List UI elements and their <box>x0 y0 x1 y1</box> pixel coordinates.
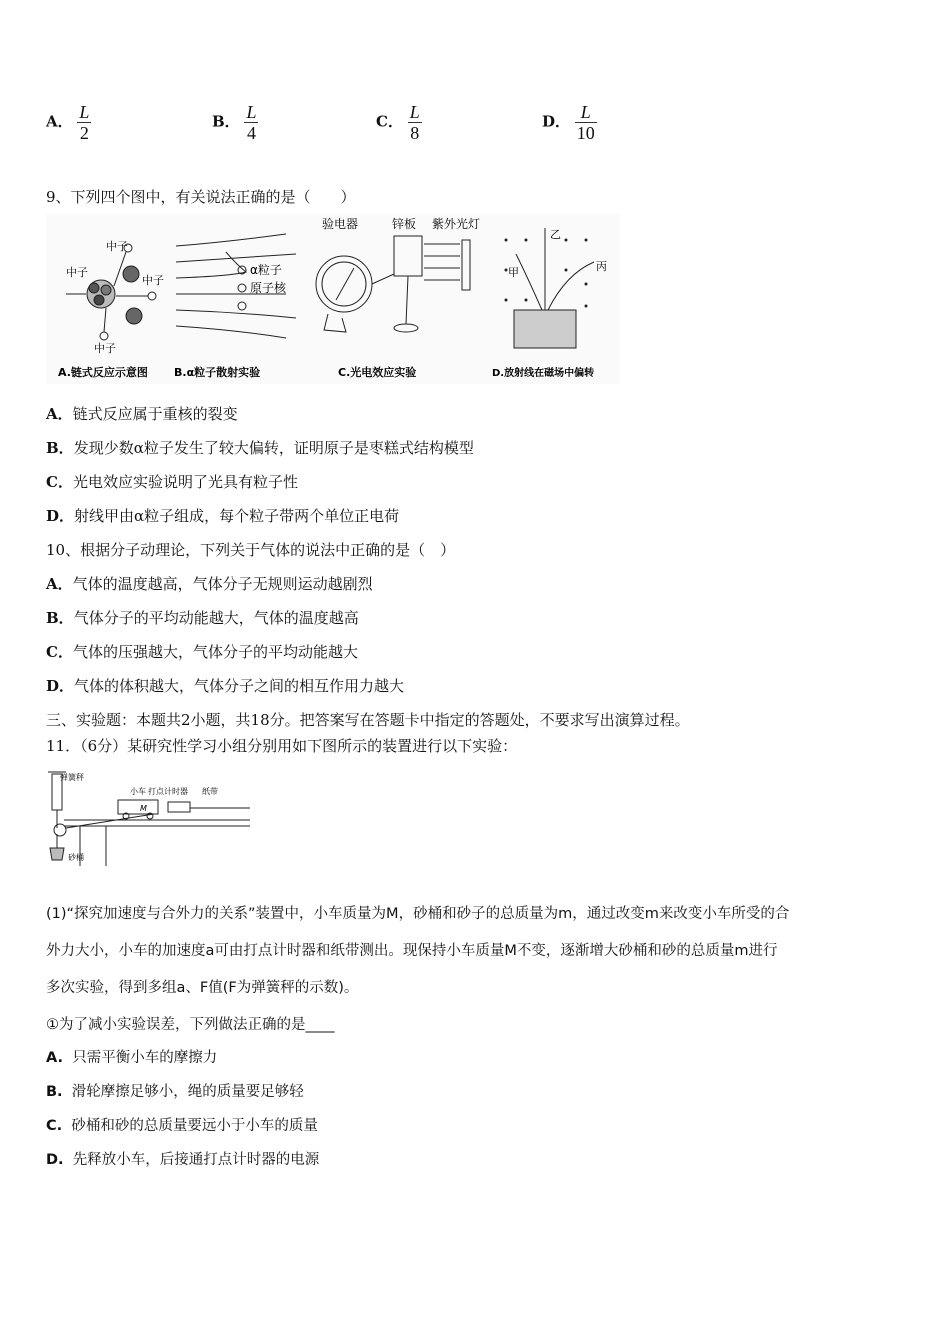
option-label: A． <box>46 575 73 593</box>
label-electroscope: 验电器 <box>322 217 359 231</box>
fraction <box>244 102 258 143</box>
caption-a: A.链式反应示意图 <box>58 366 148 379</box>
q10-option-d <box>46 675 404 696</box>
option-text: 射线甲由α粒子组成，每个粒子带两个单位正电荷 <box>74 507 400 525</box>
label-nucleus: 原子核 <box>250 281 287 295</box>
label-zinc: 锌板 <box>392 217 417 231</box>
q9-option-c <box>46 471 298 492</box>
option-text: 发现少数α粒子发生了较大偏转，证明原子是枣糕式结构模型 <box>73 439 474 457</box>
q9-option-d <box>46 505 399 526</box>
q11-paragraph-line-1: (1)“探究加速度与合外力的关系”装置中，小车质量为M，砂桶和砂子的总质量为m，通过改变m来改变小车所受的合 <box>46 906 790 922</box>
option-label: A． <box>46 112 73 131</box>
option-label: A. <box>46 1050 63 1066</box>
numerator: L <box>246 102 257 122</box>
q8-option-d <box>542 102 597 143</box>
section-3-heading: 三、实验题：本题共2小题，共18分。把答案写在答题卡中指定的答题处，不要求写出演算过程。 <box>46 711 690 729</box>
label-alpha: α粒子 <box>250 263 282 277</box>
option-text: 气体的压强越大，气体分子的平均动能越大 <box>72 643 358 661</box>
label-neutron-1: 中子 <box>66 266 88 279</box>
denominator: 2 <box>77 122 91 143</box>
option-label: C． <box>46 473 73 491</box>
denominator: 8 <box>408 122 422 143</box>
option-text: 气体的体积越大，气体分子之间的相互作用力越大 <box>74 677 405 695</box>
q11-option-a <box>46 1046 217 1067</box>
q8-option-a <box>46 102 91 143</box>
option-label: B． <box>46 439 74 457</box>
label-neutron-4: 中子 <box>94 342 116 355</box>
q11-option-c <box>46 1114 318 1135</box>
q11-stem: 11．（6分）某研究性学习小组分别用如下图所示的装置进行以下实验： <box>46 737 518 755</box>
option-label: C. <box>46 1118 63 1134</box>
numerator: L <box>409 102 420 122</box>
q9-option-a <box>46 403 238 424</box>
label-sand-bucket: 砂桶 <box>68 853 84 862</box>
option-text: 砂桶和砂的总质量要远小于小车的质量 <box>71 1118 318 1134</box>
label-uv-lamp: 紫外光灯 <box>432 217 481 231</box>
label-car: 小车 <box>130 787 146 796</box>
option-label: D. <box>46 1152 64 1168</box>
option-text: 气体的温度越高，气体分子无规则运动越剧烈 <box>72 575 373 593</box>
numerator: L <box>580 102 591 122</box>
option-text: 气体分子的平均动能越大，气体的温度越高 <box>73 609 359 627</box>
caption-b: B.α粒子散射实验 <box>174 366 261 379</box>
q11-sub-question-1: ①为了减小实验误差，下列做法正确的是____ <box>46 1017 335 1033</box>
q11-paragraph-line-2: 外力大小，小车的加速度a可由打点计时器和纸带测出。现保持小车质量M不变，逐渐增大砂桶和砂的总质量m进行 <box>46 943 778 959</box>
label-spring-scale: 弹簧秤 <box>60 773 84 782</box>
q10-option-b <box>46 607 359 628</box>
label-neutron-3: 中子 <box>142 274 164 287</box>
q9-option-b <box>46 437 474 458</box>
label-tape: 纸带 <box>202 787 218 796</box>
option-label: B． <box>212 112 240 131</box>
numerator: L <box>79 102 90 122</box>
q10-option-a <box>46 573 373 594</box>
option-text: 链式反应属于重核的裂变 <box>72 405 238 423</box>
caption-d: D.放射线在磁场中偏转 <box>492 368 595 379</box>
option-label: D． <box>46 677 75 695</box>
option-label: C． <box>46 643 73 661</box>
q11-option-d <box>46 1148 319 1169</box>
label-mass-m: M <box>140 804 147 813</box>
fraction <box>77 102 91 143</box>
fraction <box>408 102 422 143</box>
denominator: 10 <box>576 123 595 143</box>
caption-c: C.光电效应实验 <box>338 366 417 379</box>
option-text: 光电效应实验说明了光具有粒子性 <box>72 473 298 491</box>
option-label: A． <box>46 405 73 423</box>
q10-option-c <box>46 641 358 662</box>
q11-apparatus-figure <box>44 768 254 868</box>
q11-paragraph-line-3: 多次实验，得到多组a、F值(F为弹簧秤的示数)。 <box>46 980 359 996</box>
q11-option-b <box>46 1080 304 1101</box>
option-label: D． <box>46 507 75 525</box>
label-yi: 乙 <box>550 228 561 241</box>
label-jia: 甲 <box>508 266 519 279</box>
fraction <box>575 102 597 143</box>
option-text: 滑轮摩擦足够小，绳的质量要足够轻 <box>71 1084 304 1100</box>
label-timer: 打点计时器 <box>148 787 188 796</box>
option-label: B. <box>46 1084 63 1100</box>
q9-stem: 9、下列四个图中，有关说法正确的是（ ） <box>46 188 356 206</box>
label-bing: 丙 <box>596 260 607 273</box>
denominator: 4 <box>244 122 258 143</box>
option-label: B． <box>46 609 74 627</box>
q8-option-c <box>376 102 422 143</box>
option-label: D． <box>542 112 571 131</box>
q9-figure <box>46 214 620 384</box>
option-label: C． <box>376 112 403 131</box>
option-text: 只需平衡小车的摩擦力 <box>72 1050 218 1066</box>
label-neutron-2: 中子 <box>106 240 128 253</box>
q8-option-b <box>212 102 258 143</box>
q10-stem: 10、根据分子动理论，下列关于气体的说法中正确的是（ ） <box>46 541 456 559</box>
option-text: 先释放小车，后接通打点计时器的电源 <box>72 1152 320 1168</box>
